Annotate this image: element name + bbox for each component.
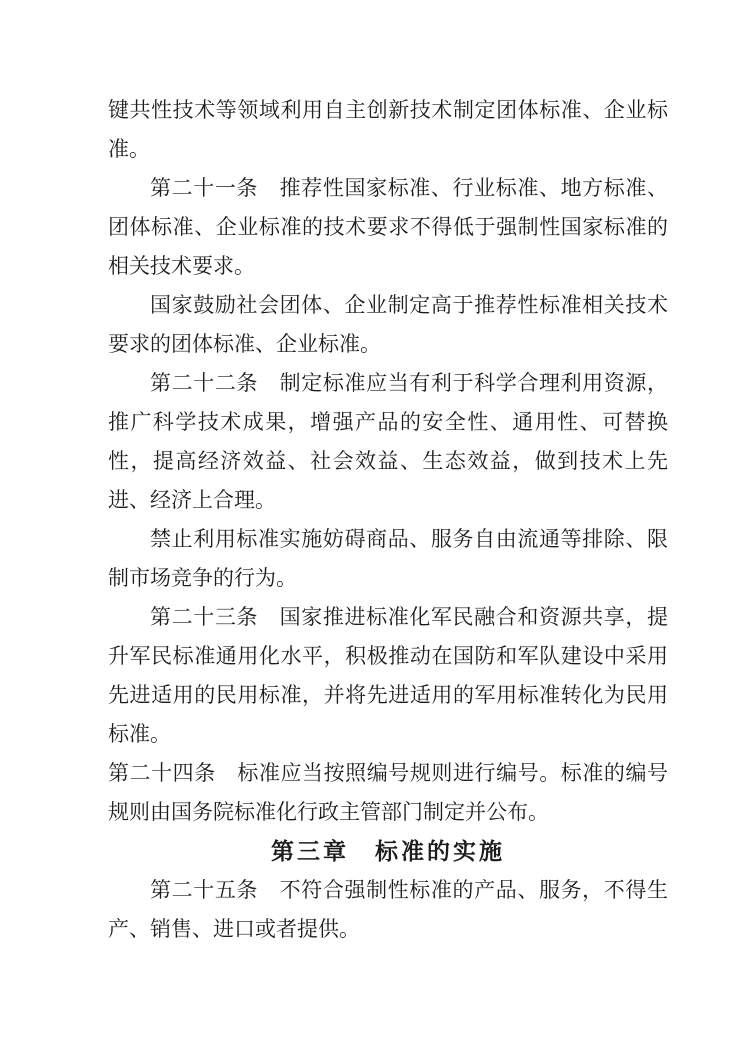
document-text-block — [108, 91, 668, 949]
chapter-heading: 第三章 标准的实施 — [271, 839, 505, 864]
paragraph: 国家鼓励社会团体、企业制定高于推荐性标准相关技术要求的团体标准、企业标准。 — [108, 293, 668, 356]
paragraph: 第二十四条 标准应当按照编号规则进行编号。标准的编号规则由国务院标准化行政主管部门制定并公布。 — [108, 761, 668, 824]
paragraph: 第二十二条 制定标准应当有利于科学合理利用资源，推广科学技术成果，增强产品的安全性、通用性、可替换性，提高经济效益、社会效益、生态效益，做到技术上先进、经济上合理。 — [108, 371, 668, 512]
paragraph: 键共性技术等领域利用自主创新技术制定团体标准、企业标准。 — [108, 98, 668, 161]
paragraph: 第二十三条 国家推进标准化军民融合和资源共享，提升军民标准通用化水平，积极推动在国防和军队建设中采用先进适用的民用标准，并将先进适用的军用标准转化为民用标准。 — [108, 605, 668, 746]
paragraph: 第二十一条 推荐性国家标准、行业标准、地方标准、团体标准、企业标准的技术要求不得低于强制性国家标准的相关技术要求。 — [108, 176, 668, 278]
paragraph: 第二十五条 不符合强制性标准的产品、服务，不得生产、销售、进口或者提供。 — [108, 878, 668, 941]
paragraph: 禁止利用标准实施妨碍商品、服务自由流通等排除、限制市场竞争的行为。 — [108, 527, 668, 590]
